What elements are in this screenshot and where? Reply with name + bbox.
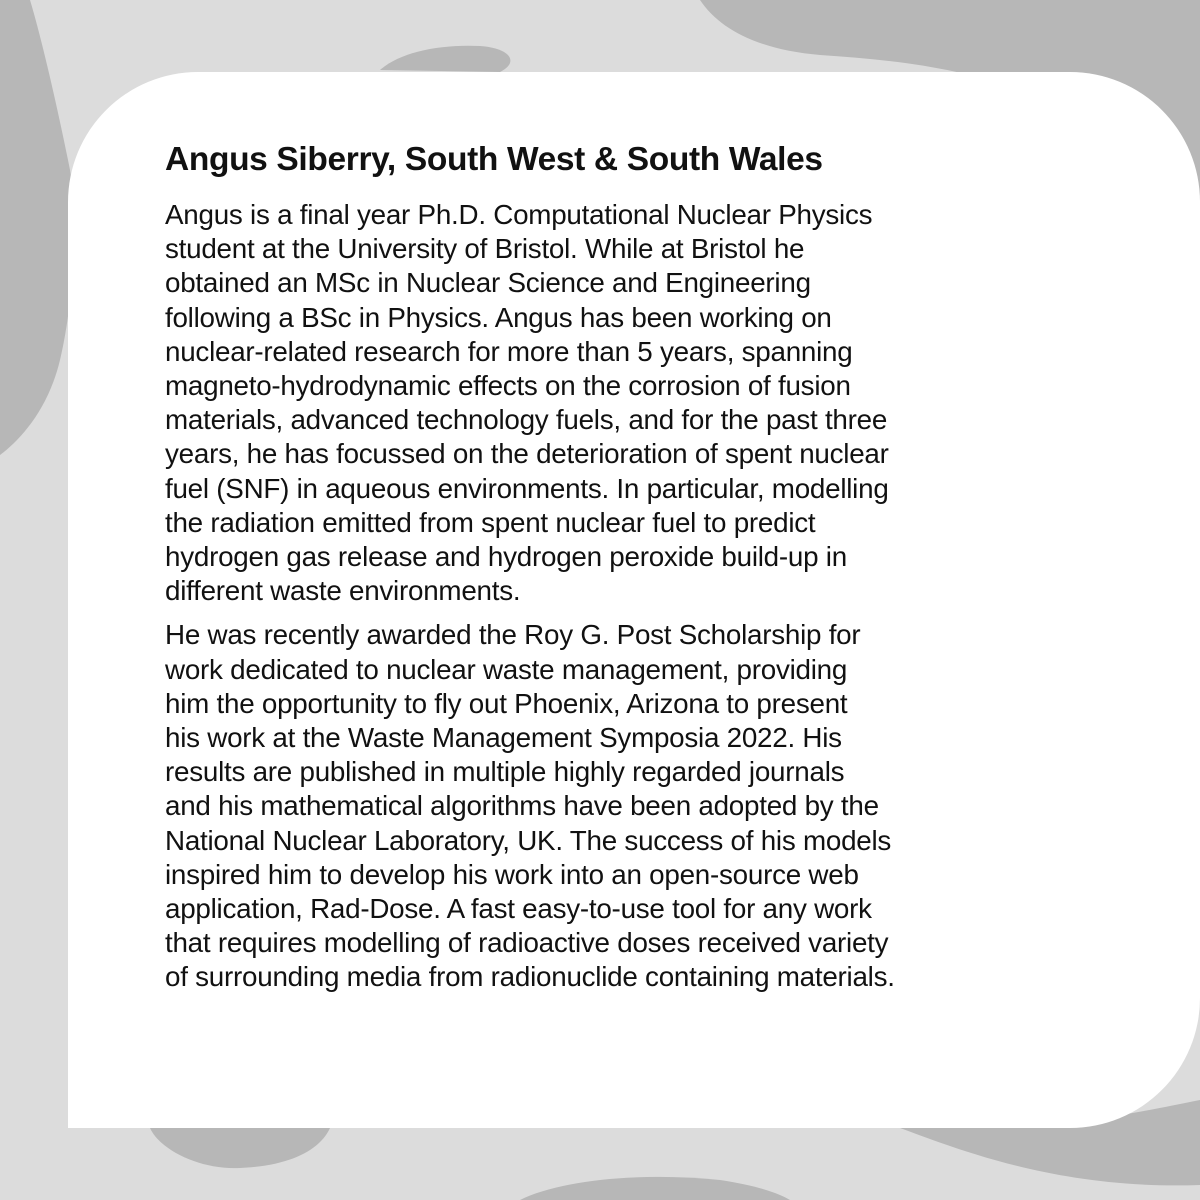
blob-top-left — [0, 0, 74, 455]
paragraph-line: years, he has focussed on the deterioration of spent nuclear — [165, 438, 889, 470]
paragraph-line: obtained an MSc in Nuclear Science and Engineering — [165, 267, 811, 299]
paragraph-line: magneto-hydrodynamic effects on the corrosion of fusion — [165, 370, 851, 402]
paragraph-line: that requires modelling of radioactive doses received variety — [165, 927, 889, 959]
paragraph-line: of surrounding media from radionuclide containing materials. — [165, 961, 895, 993]
paragraph-line: nuclear-related research for more than 5 years, spanning — [165, 335, 853, 367]
bio-card — [68, 72, 1200, 1128]
paragraph-line: results are published in multiple highly regarded journals — [165, 756, 845, 788]
paragraph-line: National Nuclear Laboratory, UK. The success of his models — [165, 824, 892, 856]
paragraph-line: Angus is a final year Ph.D. Computational Nuclear Physics — [165, 199, 873, 230]
paragraph-line: following a BSc in Physics. Angus has been working on — [165, 301, 832, 333]
paragraph-line: materials, advanced technology fuels, and for the past three — [165, 404, 888, 436]
paragraph-line: He was recently awarded the Roy G. Post Scholarship for — [165, 619, 861, 651]
blob-top-mid — [380, 46, 510, 72]
bio-title: Angus Siberry, South West & South Wales — [165, 141, 823, 178]
paragraph-line: student at the University of Bristol. While at Bristol he — [165, 233, 805, 265]
paragraph-line: work dedicated to nuclear waste management, providing — [165, 653, 848, 685]
paragraph-line: application, Rad-Dose. A fast easy-to-use tool for any work — [165, 893, 872, 925]
paragraph-line: fuel (SNF) in aqueous environments. In particular, modelling — [165, 472, 889, 504]
paragraph-line: his work at the Waste Management Symposia 2022. His — [165, 722, 842, 754]
paragraph-line: inspired him to develop his work into an open-source web — [165, 858, 859, 890]
paragraph-line: and his mathematical algorithms have been adopted by the — [165, 790, 879, 822]
paragraph-line: different waste environments. — [165, 575, 521, 607]
paragraph-line: him the opportunity to fly out Phoenix, Arizona to present — [165, 687, 848, 719]
blob-bottom-edge — [520, 1177, 790, 1200]
paragraph-line: the radiation emitted from spent nuclear fuel to predict — [165, 506, 816, 538]
bio-paragraph-1 — [165, 198, 1160, 608]
bio-paragraph-2 — [165, 618, 1160, 994]
blob-bottom-left — [150, 1128, 330, 1168]
paragraph-line: hydrogen gas release and hydrogen peroxide build-up in — [165, 541, 847, 573]
